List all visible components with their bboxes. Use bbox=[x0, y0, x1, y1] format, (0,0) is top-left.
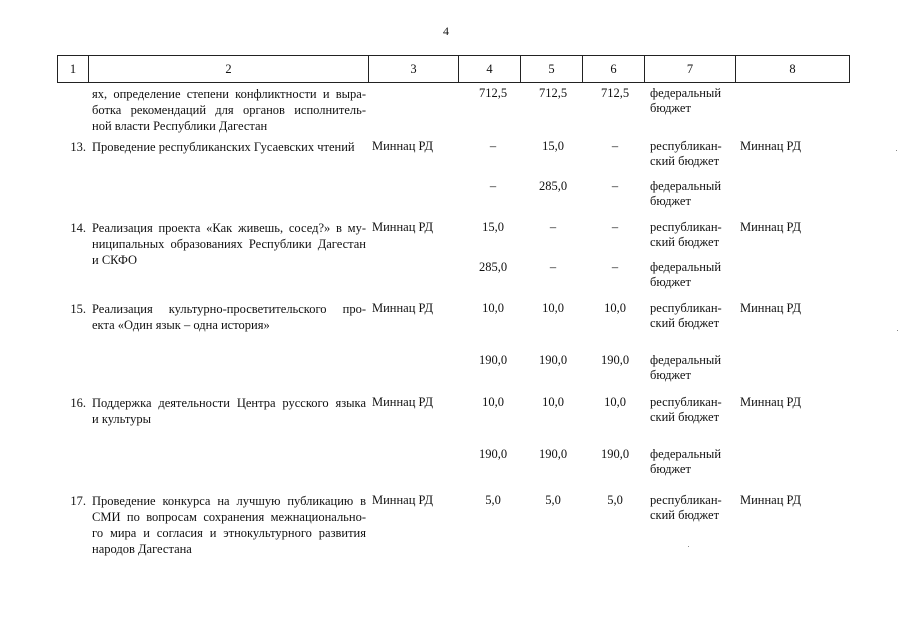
amount-c5: 15,0 bbox=[542, 139, 564, 153]
amount-c6: 190,0 bbox=[600, 353, 630, 367]
amount-c5: 10,0 bbox=[542, 395, 564, 409]
amount-c6: 10,0 bbox=[604, 395, 626, 409]
amount-c4: 285,0 bbox=[478, 260, 508, 274]
budget-source: федеральный bbox=[650, 260, 722, 274]
amount-c4: 5,0 bbox=[485, 493, 501, 507]
responsible-cell: Миннац РД bbox=[740, 395, 802, 409]
description-line: Поддержка деятельности Центра русского языка bbox=[92, 396, 366, 410]
scan-speck bbox=[897, 330, 898, 331]
row-number: 14. bbox=[70, 221, 86, 235]
amount-c5: 10,0 bbox=[542, 301, 564, 315]
description-line: Проведение республиканских Гусаевских чтений bbox=[92, 140, 355, 154]
budget-source: ский бюджет bbox=[650, 316, 720, 330]
amount-c4: 10,0 bbox=[482, 395, 504, 409]
amount-c5: 285,0 bbox=[538, 179, 568, 193]
row-number: 13. bbox=[70, 140, 86, 154]
column-header-8: 8 bbox=[735, 56, 850, 82]
budget-source: бюджет bbox=[650, 275, 691, 289]
budget-source: республикан- bbox=[650, 493, 722, 507]
amount-c6: – bbox=[611, 260, 619, 274]
amount-c4: – bbox=[489, 179, 497, 193]
budget-source: ский бюджет bbox=[650, 508, 720, 522]
budget-source: бюджет bbox=[650, 194, 691, 208]
amount-c6: 190,0 bbox=[600, 447, 630, 461]
amount-c4: 190,0 bbox=[478, 353, 508, 367]
row-number: 15. bbox=[70, 302, 86, 316]
amount-c5: 190,0 bbox=[538, 447, 568, 461]
responsible-cell: Миннац РД bbox=[740, 493, 802, 507]
scan-speck bbox=[688, 546, 689, 547]
amount-c6: – bbox=[611, 179, 619, 193]
amount-c4: – bbox=[489, 139, 497, 153]
column-header-4: 4 bbox=[458, 56, 520, 82]
description-line: СМИ по вопросам сохранения межнационально- bbox=[92, 510, 366, 524]
amount-c6: 10,0 bbox=[604, 301, 626, 315]
amount-c6: 5,0 bbox=[607, 493, 623, 507]
row-description bbox=[92, 139, 366, 155]
budget-source: ский бюджет bbox=[650, 235, 720, 249]
row-number: 17. bbox=[70, 494, 86, 508]
amount-c5: – bbox=[549, 260, 557, 274]
column-header-1: 1 bbox=[57, 56, 88, 82]
description-line: народов Дагестана bbox=[92, 542, 192, 556]
description-line: ях, определение степени конфликтности и выра- bbox=[92, 87, 366, 101]
row-description bbox=[92, 395, 366, 427]
row-description bbox=[92, 301, 366, 333]
budget-source: ский бюджет bbox=[650, 154, 720, 168]
description-line: Реализация культурно-просветительского про- bbox=[92, 302, 366, 316]
column-header-6: 6 bbox=[582, 56, 644, 82]
amount-c4: 712,5 bbox=[478, 86, 508, 100]
budget-source: федеральный bbox=[650, 179, 722, 193]
budget-source: бюджет bbox=[650, 101, 691, 115]
executor-cell: Миннац РД bbox=[372, 220, 434, 234]
amount-c4: 190,0 bbox=[478, 447, 508, 461]
budget-source: федеральный bbox=[650, 353, 722, 367]
row-description bbox=[92, 220, 366, 268]
row-description bbox=[92, 493, 366, 557]
budget-source: республикан- bbox=[650, 220, 722, 234]
description-line: ботка рекомендаций для органов исполнитель- bbox=[92, 103, 366, 117]
description-line: Реализация проекта «Как живешь, сосед?» в му- bbox=[92, 221, 366, 235]
page-number: 4 bbox=[443, 24, 449, 38]
budget-source: ский бюджет bbox=[650, 410, 720, 424]
description-line: Проведение конкурса на лучшую публикацию в bbox=[92, 494, 366, 508]
description-line: ной власти Республики Дагестан bbox=[92, 119, 268, 133]
row-description bbox=[92, 86, 366, 134]
amount-c4: 15,0 bbox=[482, 220, 504, 234]
responsible-cell: Миннац РД bbox=[740, 301, 802, 315]
amount-c6: – bbox=[611, 220, 619, 234]
scan-speck bbox=[896, 150, 897, 151]
executor-cell: Миннац РД bbox=[372, 395, 434, 409]
budget-source: бюджет bbox=[650, 368, 691, 382]
budget-source: республикан- bbox=[650, 395, 722, 409]
description-line: ниципальных образованиях Республики Дагестан bbox=[92, 237, 366, 251]
budget-source: республикан- bbox=[650, 301, 722, 315]
executor-cell: Миннац РД bbox=[372, 301, 434, 315]
amount-c5: 190,0 bbox=[538, 353, 568, 367]
executor-cell: Миннац РД bbox=[372, 139, 434, 153]
column-header-7: 7 bbox=[644, 56, 735, 82]
amount-c4: 10,0 bbox=[482, 301, 504, 315]
column-header-3: 3 bbox=[368, 56, 458, 82]
responsible-cell: Миннац РД bbox=[740, 139, 802, 153]
description-line: и культуры bbox=[92, 412, 152, 426]
amount-c5: 712,5 bbox=[538, 86, 568, 100]
column-header-5: 5 bbox=[520, 56, 582, 82]
responsible-cell: Миннац РД bbox=[740, 220, 802, 234]
budget-source: федеральный bbox=[650, 86, 722, 100]
budget-source: бюджет bbox=[650, 462, 691, 476]
description-line: екта «Один язык – одна история» bbox=[92, 318, 270, 332]
table-header bbox=[57, 55, 850, 83]
amount-c5: – bbox=[549, 220, 557, 234]
budget-source: республикан- bbox=[650, 139, 722, 153]
row-number: 16. bbox=[70, 396, 86, 410]
amount-c6: 712,5 bbox=[600, 86, 630, 100]
amount-c5: 5,0 bbox=[545, 493, 561, 507]
description-line: го мира и согласия и этнокультурного развития bbox=[92, 526, 366, 540]
executor-cell: Миннац РД bbox=[372, 493, 434, 507]
column-header-2: 2 bbox=[88, 56, 368, 82]
budget-source: федеральный bbox=[650, 447, 722, 461]
description-line: и СКФО bbox=[92, 253, 137, 267]
amount-c6: – bbox=[611, 139, 619, 153]
